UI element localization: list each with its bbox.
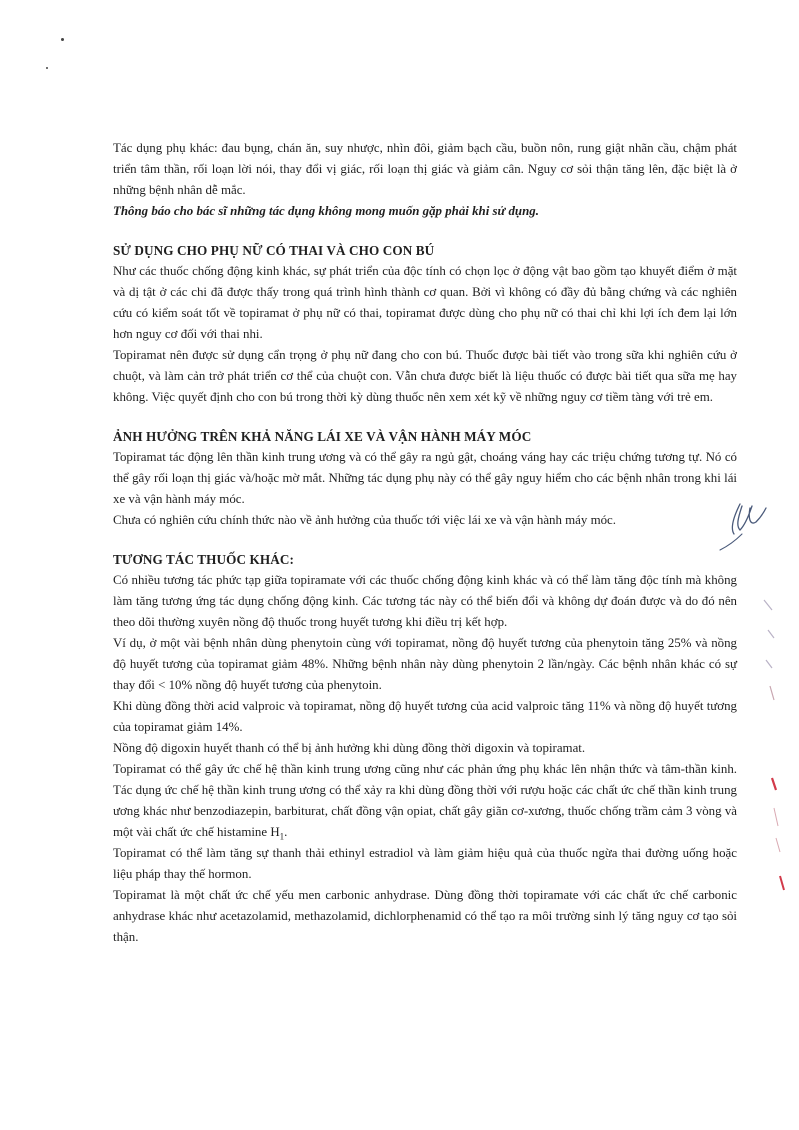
interactions-paragraph-5 [113,759,737,843]
interactions-paragraph-5-text: Topiramat có thể gây ức chế hệ thần kinh trung ương cũng như các phản ứng phụ khác lên nhận thức và tâm-thần kinh. Tác dụng ức chế hệ thần kinh trung ương có thể xảy ra khi dùng đồng thời với rượu hoặc các chất ức chế thần kinh trung ương khác như benzodiazepin, barbiturat, chất đồng vận opiat, chất gây giãn cơ-xương, thuốc chống trầm cảm 3 vòng và một vài chất ức chế histamine H [113,762,737,839]
interactions-paragraph-1: Có nhiều tương tác phức tạp giữa topiramate với các thuốc chống động kinh khác và có thể làm tăng độc tính mà không làm tăng tương ứng tác dụng chống động kinh. Các tương tác này có thể biến đổi và không dự đoán được và do đó nên theo dõi thường xuyên nồng độ thuốc trong huyết tương khi điều trị kết hợp. [113,573,737,629]
subscript-one: 1 [279,831,285,842]
interactions-paragraph-2: Ví dụ, ở một vài bệnh nhân dùng phenytoin cùng với topiramat, nồng độ huyết tương của phenytoin tăng 25% và nồng độ huyết tương của topiramat giảm 48%. Những bệnh nhân này dùng phenytoin 2 lần/ngày. Các bệnh nhân khác có sự thay đổi < 10% nồng độ huyết tương của phenytoin. [113,636,737,692]
driving-heading: ẢNH HƯỞNG TRÊN KHẢ NĂNG LÁI XE VÀ VẬN HÀNH MÁY MÓC [113,429,532,444]
pregnancy-paragraph: Như các thuốc chống động kinh khác, sự phát triển của độc tính có chọn lọc ở động vật bao gồm tạo khuyết điểm ở mặt và dị tật ở các chi đã được thấy trong quá trình hình thành cơ quan. Bởi vì không có đầy đủ bằng chứng và các nghiên cứu có kiểm soát tốt về topiramat ở phụ nữ có thai, topiramat được dùng cho phụ nữ có thai chỉ khi lợi ích đem lại lớn hơn nguy cơ đối với thai nhi. [113,264,737,341]
driving-paragraph: Topiramat tác động lên thần kinh trung ương và có thể gây ra ngủ gật, choáng váng hay các triệu chứng tương tự. Nó có thể gây rối loạn thị giác và/hoặc mờ mắt. Những tác dụng phụ này có thể gây nguy hiểm cho các bệnh nhân trong khi lái xe và vận hành máy móc. [113,450,737,506]
period: . [284,825,288,839]
handwritten-signature [712,494,772,554]
interactions-paragraph-6: Topiramat có thể làm tăng sự thanh thải ethinyl estradiol và làm giảm hiệu quả của thuốc ngừa thai đường uống hoặc liệu pháp thay thế hormon. [113,846,737,881]
doctor-notice: Thông báo cho bác sĩ những tác dụng không mong muốn gặp phải khi sử dụng. [113,204,539,218]
scan-speck [61,38,64,41]
interactions-paragraph-3: Khi dùng đồng thời acid valproic và topiramat, nồng độ huyết tương của acid valproic tăng 11% và nồng độ huyết tương của topiramat giảm 14%. [113,699,737,734]
side-stamp-marks [758,590,794,920]
driving-study-paragraph: Chưa có nghiên cứu chính thức nào về ảnh hưởng của thuốc tới việc lái xe và vận hành máy móc. [113,513,616,527]
side-effects-paragraph: Tác dụng phụ khác: đau bụng, chán ăn, suy nhược, nhìn đôi, giảm bạch cầu, buồn nôn, rung giật nhãn cầu, chậm phát triển tâm thần, rối loạn lời nói, thay đổi vị giác, rối loạn thị giác và giảm cân. Nguy cơ sỏi thận tăng lên, đặc biệt là ở những bệnh nhân dễ mắc. [113,141,737,197]
scan-speck [46,67,48,69]
interactions-heading: TƯƠNG TÁC THUỐC KHÁC: [113,552,294,567]
document-body [113,138,737,948]
pregnancy-heading: SỬ DỤNG CHO PHỤ NỮ CÓ THAI VÀ CHO CON BÚ [113,243,435,258]
interactions-paragraph-4: Nồng độ digoxin huyết thanh có thể bị ảnh hưởng khi dùng đồng thời digoxin và topiramat. [113,741,586,755]
interactions-paragraph-7: Topiramat là một chất ức chế yếu men carbonic anhydrase. Dùng đồng thời topiramate với các chất ức chế carbonic anhydrase khác như acetazolamid, methazolamid, dichlorphenamid có thể tạo ra môi trường sinh lý tăng nguy cơ tạo sỏi thận. [113,888,737,944]
breastfeeding-paragraph: Topiramat nên được sử dụng cẩn trọng ở phụ nữ đang cho con bú. Thuốc được bài tiết vào trong sữa khi nghiên cứu ở chuột, và làm cản trở phát triển cơ thể của chuột con. Vẫn chưa được biết là liệu thuốc có được bài tiết qua sữa mẹ hay không. Việc quyết định cho con bú trong thời kỳ dùng thuốc nên xem xét kỹ về những nguy cơ tiềm tàng với trẻ em. [113,348,737,404]
